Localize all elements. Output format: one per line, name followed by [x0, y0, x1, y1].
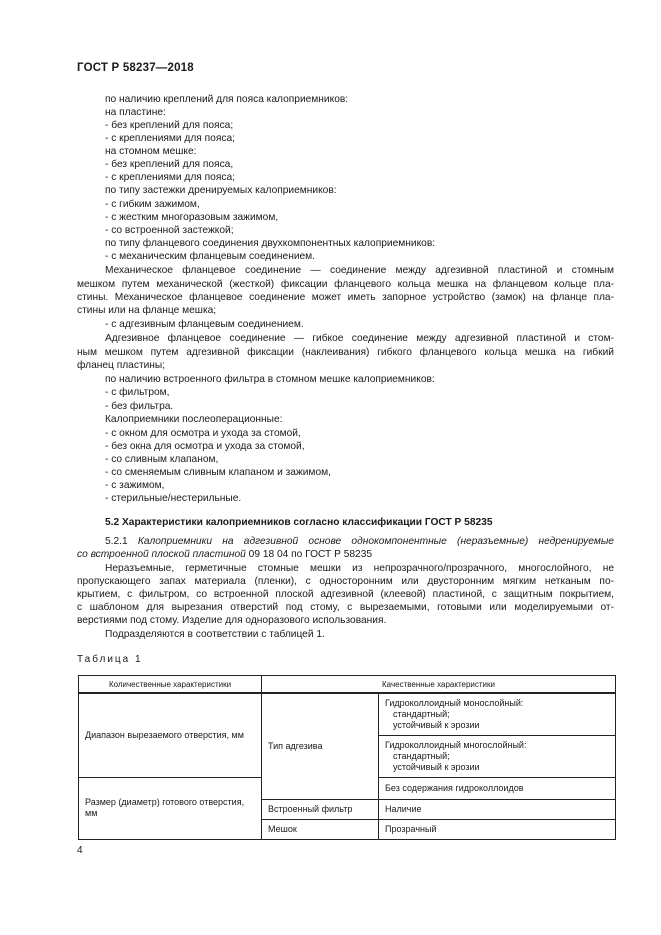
characteristics-table	[78, 675, 616, 840]
cell-item: устойчивый к эрозии	[393, 761, 480, 772]
cell-item: устойчивый к эрозии	[393, 719, 480, 730]
table-cell: Тип адгезива	[262, 693, 379, 799]
table-cell: Диапазон вырезаемого отверстия, мм	[79, 693, 262, 777]
text-line: - стерильные/нестерильные.	[105, 493, 242, 504]
text-line: - без креплений для пояса,	[105, 159, 234, 170]
text-line: - без креплений для пояса;	[105, 120, 234, 131]
text-line: Адгезивное фланцевое соединение — гибкое соединение между адгезивной пластиной и стом-	[105, 333, 614, 344]
table-cell: Встроенный фильтр	[262, 799, 379, 819]
subsection-code: 09 18 04 по ГОСТ Р 58235	[248, 549, 373, 560]
text-line: - с фильтром,	[105, 387, 170, 398]
text-line: - с адгезивным фланцевым соединением.	[105, 319, 304, 330]
text-line: Механическое фланцевое соединение — соединение между адгезивной пластиной и стомным	[105, 265, 614, 276]
paragraph-line: Неразъемные, герметичные стомные мешки из непрозрачного/прозрачного, многослойного, не	[105, 563, 614, 574]
text-line: - со сменяемым сливным клапаном и зажимом,	[105, 467, 331, 478]
subsection-title-cont: со встроенной плоской пластиной	[77, 549, 246, 560]
text-line: мешком путем механической (жесткой) фиксации фланцевого кольца мешка на фланцевом кольце пла-	[77, 279, 614, 290]
text-line: на стомном мешке:	[105, 146, 197, 157]
text-line: - без окна для осмотра и ухода за стомой,	[105, 441, 305, 452]
text-line: - без фильтра.	[105, 401, 174, 412]
text-line: ным мешком путем адгезивной фиксации (наклеивания) гибкого фланцевого кольца мешка на гибкий	[77, 347, 614, 358]
text-line: стины или на фланце мешка;	[77, 305, 217, 316]
text-line: стины. Механическое фланцевое соединение может иметь запорное устройство (замок) на фланце пла-	[77, 292, 614, 303]
paragraph-line: крытием, с фильтром, со встроенной плоской адгезивной (клеевой) пластиной, с защитным покрытием,	[77, 589, 614, 600]
text-line: - с механическим фланцевым соединением.	[105, 251, 316, 262]
table-cell	[379, 735, 616, 777]
text-line: по типу фланцевого соединения двухкомпонентных калоприемников:	[105, 238, 436, 249]
cell-title: Гидроколлоидный многослойный:	[385, 739, 527, 750]
table-cell: Наличие	[379, 799, 616, 819]
table-header-quantitative: Количественные характеристики	[79, 676, 262, 694]
text-line: по наличию креплений для пояса калоприемников:	[105, 94, 349, 105]
text-line: - с гибким зажимом,	[105, 199, 200, 210]
section-title: 5.2 Характеристики калоприемников согласно классификации ГОСТ Р 58235	[105, 517, 493, 528]
text-line: - с жестким многоразовым зажимом,	[105, 212, 279, 223]
paragraph-line: пропускающего запах материала (пленки), с односторонним или двусторонним мягким нетканым по-	[77, 576, 614, 587]
text-line: по наличию встроенного фильтра в стомном мешке калоприемников:	[105, 374, 435, 385]
cell-title: Гидроколлоидный монослойный:	[385, 697, 524, 708]
paragraph-line: верстиями под стому. Изделие для одноразового использования.	[77, 615, 387, 626]
text-line: по типу застежки дренируемых калоприемников:	[105, 185, 337, 196]
text-line: - со встроенной застежкой;	[105, 225, 234, 236]
document-header: ГОСТ Р 58237—2018	[77, 62, 194, 74]
table-caption: Таблица 1	[77, 654, 143, 665]
subsection-line	[77, 548, 372, 561]
table-cell: Мешок	[262, 819, 379, 839]
page-number: 4	[77, 845, 83, 856]
text-line: - с зажимом,	[105, 480, 165, 491]
paragraph-line: Подразделяются в соответствии с таблицей 1.	[105, 629, 325, 640]
text-line: - с окном для осмотра и ухода за стомой,	[105, 428, 301, 439]
cell-item: стандартный;	[393, 750, 450, 761]
table-cell: Без содержания гидроколлоидов	[379, 777, 616, 799]
subsection-line	[105, 535, 614, 548]
table-cell: Размер (диаметр) готового отверстия, мм	[79, 777, 262, 839]
text-line: - с креплениями для пояса;	[105, 133, 235, 144]
text-line: на пластине:	[105, 107, 166, 118]
table-header-qualitative: Качественные характеристики	[262, 676, 616, 694]
text-line: Калоприемники послеоперационные:	[105, 414, 283, 425]
table-cell: Прозрачный	[379, 819, 616, 839]
paragraph-line: с шаблоном для вырезания отверстий под стому, с вырезаемыми, готовыми или моделируемыми от-	[77, 602, 614, 613]
text-line: - с креплениями для пояса;	[105, 172, 235, 183]
table-cell	[379, 693, 616, 735]
subsection-title: Калоприемники на адгезивной основе однокомпонентные (неразъемные) недренируемые	[137, 536, 614, 547]
text-line: фланец пластины;	[77, 360, 166, 371]
cell-item: стандартный;	[393, 708, 450, 719]
text-line: - со сливным клапаном,	[105, 454, 219, 465]
subsection-number: 5.2.1	[105, 536, 128, 547]
